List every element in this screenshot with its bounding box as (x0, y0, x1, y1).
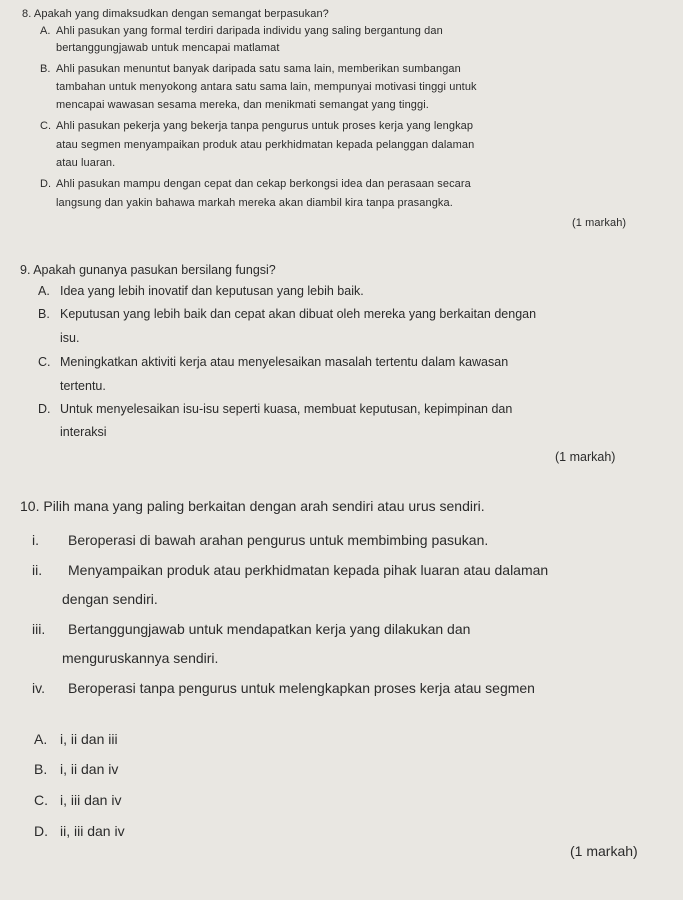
q10-option-d-text: ii, iii dan iv (60, 823, 125, 839)
q8-option-b-line-1: Ahli pasukan menuntut banyak daripada satu sama lain, memberikan sumbangan (56, 63, 461, 75)
q9-option-c-letter: C. (38, 355, 51, 369)
q10-statement-ii-line-2: dengan sendiri. (62, 591, 158, 607)
q8-option-d-letter: D. (40, 178, 52, 190)
q8-option-d-line-1: Ahli pasukan mampu dengan cepat dan cekap berkongsi idea dan perasaan secara (56, 178, 471, 190)
q10-option-b-letter: B. (34, 761, 48, 777)
q10-option-c-letter: C. (34, 792, 48, 808)
q10-option-b-text: i, ii dan iv (60, 761, 119, 777)
q9-option-a-line-1: Idea yang lebih inovatif dan keputusan yang lebih baik. (60, 284, 364, 298)
q9-option-a-letter: A. (38, 284, 50, 298)
q10-option-c-text: i, iii dan iv (60, 792, 122, 808)
q10-option-d-letter: D. (34, 823, 48, 839)
q8-option-b-line-2: tambahan untuk menyokong antara satu sama lain, mempunyai motivasi tinggi untuk (56, 81, 477, 93)
q8-option-c-line-1: Ahli pasukan pekerja yang bekerja tanpa pengurus untuk proses kerja yang lengkap (56, 120, 474, 132)
q10-statement-i-line-1: Beroperasi di bawah arahan pengurus untuk membimbing pasukan. (68, 532, 489, 548)
q8-option-b-line-3: mencapai wawasan sesama mereka, dan menikmati semangat yang tinggi. (56, 99, 429, 111)
q9-option-b-letter: B. (38, 307, 50, 321)
q9-option-c-line-1: Meningkatkan aktiviti kerja atau menyelesaikan masalah tertentu dalam kawasan (60, 355, 509, 369)
q10-statement-iv-line-1: Beroperasi tanpa pengurus untuk melengkapkan proses kerja atau segmen (68, 680, 535, 696)
q10-option-a-text: i, ii dan iii (60, 731, 118, 747)
q8-option-a-line-1: Ahli pasukan yang formal terdiri daripada individu yang saling bergantung dan (56, 25, 443, 37)
q9-option-d-letter: D. (38, 402, 51, 416)
q8-option-d-line-2: langsung dan yakin bahawa markah mereka akan diambil kira tanpa prasangka. (56, 197, 453, 209)
q9-option-d-line-2: interaksi (60, 425, 107, 439)
q10-option-a-letter: A. (34, 731, 48, 747)
q10-statement-iii-line-1: Bertanggungjawab untuk mendapatkan kerja yang dilakukan dan (68, 621, 471, 637)
q9-option-b-line-2: isu. (60, 331, 80, 345)
q8-option-a-letter: A. (40, 25, 51, 37)
question-8-text: 8. Apakah yang dimaksudkan dengan semangat berpasukan? (22, 8, 329, 20)
q10-statement-iii-numeral: iii. (32, 621, 46, 637)
q9-option-b-line-1: Keputusan yang lebih baik dan cepat akan dibuat oleh mereka yang berkaitan dengan (60, 307, 537, 321)
q10-statement-ii-numeral: ii. (32, 562, 43, 578)
q9-option-c-line-2: tertentu. (60, 379, 106, 393)
q8-option-a-line-2: bertanggungjawab untuk mencapai matlamat (56, 42, 280, 54)
q9-marks: (1 markah) (555, 450, 616, 464)
q10-statement-i-numeral: i. (32, 532, 39, 548)
q8-marks: (1 markah) (572, 217, 627, 229)
q10-statement-ii-line-1: Menyampaikan produk atau perkhidmatan kepada pihak luaran atau dalaman (68, 562, 549, 578)
question-9-text: 9. Apakah gunanya pasukan bersilang fungsi? (20, 263, 276, 277)
q10-statement-iv-numeral: iv. (32, 680, 45, 696)
question-10-text: 10. Pilih mana yang paling berkaitan dengan arah sendiri atau urus sendiri. (20, 498, 485, 514)
q8-option-b-letter: B. (40, 63, 51, 75)
q8-option-c-letter: C. (40, 120, 52, 132)
q9-option-d-line-1: Untuk menyelesaikan isu-isu seperti kuasa, membuat keputusan, kepimpinan dan (60, 402, 513, 416)
q10-marks: (1 markah) (570, 843, 638, 859)
q8-option-c-line-2: atau segmen menyampaikan produk atau perkhidmatan kepada pelanggan dalaman (56, 139, 475, 151)
q8-option-c-line-3: atau luaran. (56, 157, 116, 169)
q10-statement-iii-line-2: menguruskannya sendiri. (62, 650, 219, 666)
